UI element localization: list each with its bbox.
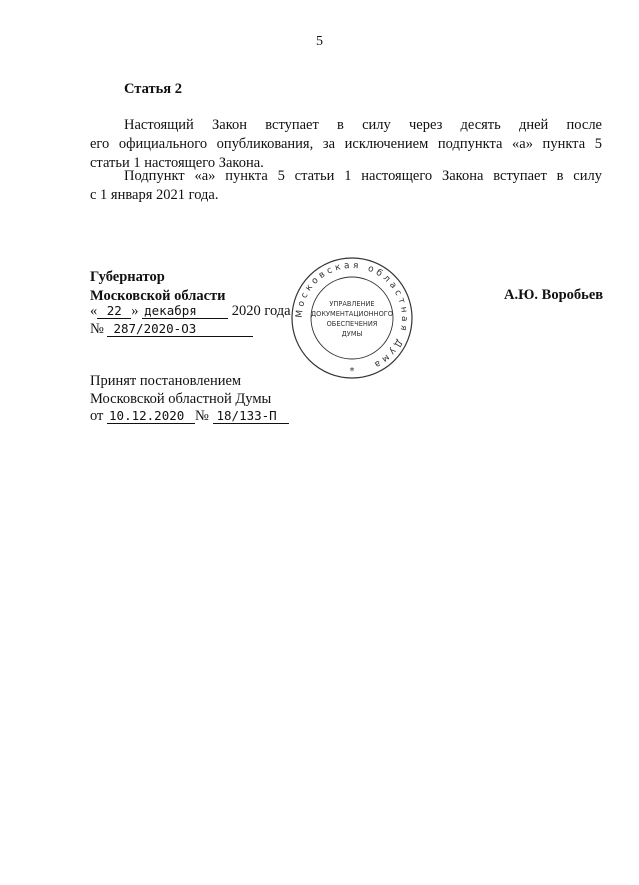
stamp-inner-line: ДОКУМЕНТАЦИОННОГО: [311, 310, 393, 318]
quote-close: »: [131, 303, 139, 319]
stamp-inner-line: ОБЕСПЕЧЕНИЯ: [326, 320, 378, 328]
signer-role-line: Губернатор: [90, 269, 165, 285]
stamp-star: *: [349, 366, 355, 377]
adoption-line: Принят постановлением: [90, 373, 242, 389]
number-label: №: [90, 321, 104, 337]
adoption-line: Московской областной Думы: [90, 391, 272, 407]
page-number: 5: [316, 34, 323, 49]
adoption-number: 18/133-П: [213, 408, 289, 424]
law-number-line: [90, 321, 253, 338]
paragraph-line: статьи 1 настоящего Закона.: [90, 155, 264, 171]
stamp-inner-line: ДУМЫ: [341, 330, 363, 338]
adoption-block: [90, 372, 271, 408]
paragraph-line: Настоящий Закон вступает в силу через десять дней после: [124, 117, 602, 133]
signer-name: А.Ю. Воробьев: [504, 287, 604, 303]
stamp-outer-ring: [292, 258, 412, 378]
article-paragraph-1: [90, 116, 602, 173]
article-title: Статья 2: [124, 81, 182, 97]
stamp-inner-ring: [311, 277, 393, 359]
paragraph-line: его официального опубликования, за исключением подпункта «а» пункта 5: [90, 136, 602, 152]
adoption-number-label: №: [195, 408, 209, 424]
adoption-date-line: [90, 408, 289, 425]
signing-year: 2020 года: [231, 303, 291, 319]
adoption-date: 10.12.2020: [107, 408, 195, 424]
signing-month: декабря: [142, 303, 228, 319]
signer-role: [90, 268, 226, 306]
stamp-inner-line: УПРАВЛЕНИЕ: [329, 300, 375, 308]
quote-open: «: [90, 303, 98, 319]
signer-role-line: Московской области: [90, 288, 226, 304]
stamp-ring-text: Московская областная Дума: [294, 260, 410, 371]
paragraph-line: Подпункт «а» пункта 5 статьи 1 настоящего Закона вступает в силу: [124, 168, 602, 184]
from-label: от: [90, 408, 104, 424]
signing-date-line: [90, 303, 291, 320]
article-paragraph-2: [90, 167, 602, 205]
law-number: 287/2020-ОЗ: [107, 321, 253, 337]
seal-stamp: [289, 255, 415, 381]
paragraph-line: с 1 января 2021 года.: [90, 187, 219, 203]
signing-day: 22: [97, 303, 131, 319]
